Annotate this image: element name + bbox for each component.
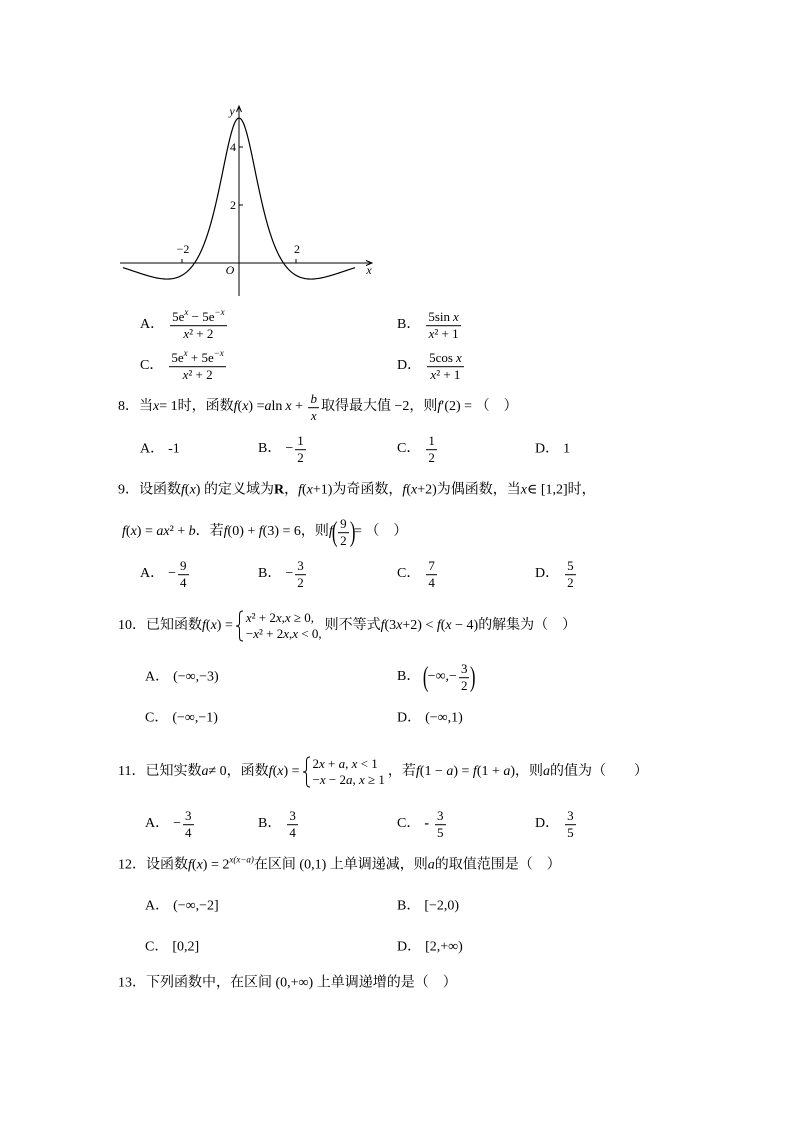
stem-text: (: [272, 763, 278, 779]
denominator: 2: [567, 575, 574, 591]
option-value: [−2,0): [424, 898, 460, 914]
math-var: x: [319, 772, 326, 787]
math-var: f: [268, 763, 273, 779]
math-var: x: [351, 756, 358, 772]
q13-stem: [118, 976, 457, 993]
math-var: x: [284, 610, 291, 626]
option-letter: A．: [140, 441, 165, 457]
option-letter: B．: [258, 566, 282, 582]
math-var: a: [503, 763, 511, 779]
option-letter: D．: [397, 358, 422, 374]
function-graph: [0, 0, 794, 310]
stem-text: 10．已知函数: [118, 617, 202, 633]
stem-text: ln: [271, 399, 283, 415]
option-letter: A．: [145, 669, 170, 685]
num-seg: 5e: [172, 309, 185, 325]
math-var: x: [245, 610, 252, 626]
math-var: f: [258, 524, 263, 540]
q11-stem: [118, 756, 648, 788]
stem-text: (: [191, 857, 197, 873]
denominator: [427, 367, 464, 383]
q8-option-a: [140, 442, 180, 459]
origin-label: O: [225, 263, 235, 277]
stem-text: ) =: [248, 399, 265, 415]
left-paren: (: [331, 517, 338, 548]
math-var: f: [328, 524, 333, 540]
option-value: (−∞,−2]: [173, 898, 219, 914]
case-seg: ,: [352, 772, 359, 787]
option-letter: A．: [140, 566, 165, 582]
den-seg: ² + 1: [436, 367, 461, 383]
q7-option-c: [140, 348, 228, 383]
denominator: 2: [297, 575, 304, 591]
stem-text: +: [291, 399, 307, 415]
stem-text: 13．下列函数中，在区间 (0,+∞) 上单调递增的是（ ）: [118, 975, 457, 991]
case-row: [313, 756, 385, 772]
math-var: x: [285, 399, 292, 415]
left-brace-icon: [235, 610, 244, 642]
math-var: x: [445, 617, 452, 633]
case-seg: ,: [345, 756, 352, 772]
stem-text: = 1时，函数: [159, 399, 234, 415]
y-tick-label: 2: [230, 198, 236, 212]
piecewise-definition: [235, 610, 322, 642]
denominator: [426, 326, 460, 342]
stem-text: ，若: [387, 763, 416, 779]
stem-text: 的取值范围是（ ）: [434, 857, 561, 873]
case-seg: ,: [288, 626, 293, 641]
q9-option-c: [397, 559, 439, 591]
option-sign: −: [285, 441, 294, 457]
option-value: [0,2]: [172, 939, 200, 955]
numerator: 3: [567, 808, 574, 824]
numerator: b: [310, 391, 317, 407]
option-letter: D．: [397, 939, 422, 955]
option-fraction: [565, 559, 576, 591]
y-tick-label: 4: [230, 140, 236, 154]
denominator: 2: [297, 450, 304, 466]
stem-text: 取得最大值 −2，则: [320, 399, 438, 415]
q10-option-d: [397, 711, 463, 728]
math-var: f: [181, 482, 185, 498]
stem-text: ) =: [216, 617, 233, 633]
case-seg: −: [312, 772, 320, 787]
q7-option-b: [397, 310, 463, 342]
math-var: f: [223, 524, 228, 540]
denominator: 4: [180, 575, 187, 591]
q10-stem: [118, 610, 576, 642]
x-tick-label: 2: [294, 242, 300, 256]
option-value: (−∞,−3): [173, 669, 219, 685]
left-brace-icon: [302, 756, 311, 788]
stem-text: 8．当: [118, 399, 153, 415]
stem-text: 9．设函数: [118, 482, 181, 498]
option-value: −∞,−: [427, 669, 457, 685]
math-var: x: [410, 482, 418, 498]
math-var: a: [543, 763, 551, 779]
option-letter: C．: [397, 816, 421, 832]
fraction: [308, 392, 319, 424]
stem-text: (: [184, 482, 190, 498]
q8-option-d: [535, 442, 570, 459]
option-fraction: [427, 351, 464, 383]
stem-text: (3: [384, 617, 397, 633]
option-value: [2,+∞): [425, 939, 463, 955]
q11-option-a: [145, 809, 196, 841]
exponent: x(x−a): [229, 854, 254, 865]
den-seg: ² + 2: [188, 367, 213, 383]
q8-stem: [118, 392, 518, 424]
case-seg: − 2: [325, 772, 346, 787]
case-row: [313, 772, 385, 788]
right-paren: ): [470, 662, 476, 693]
option-letter: C．: [145, 939, 169, 955]
q12-option-d: [397, 940, 463, 957]
exponent: −x: [213, 348, 224, 359]
stem-text: (: [406, 482, 411, 498]
case-seg: < 1: [357, 756, 378, 772]
stem-text: ) =: [453, 763, 473, 779]
num-seg: 5cos: [429, 350, 453, 366]
stem-text: (: [205, 617, 211, 633]
den-seg: ² + 2: [189, 326, 214, 342]
stem-text: 的值为（ ）: [550, 763, 649, 779]
stem-text: (: [440, 617, 446, 633]
option-fraction: [565, 809, 576, 841]
stem-text: +2) <: [402, 617, 437, 633]
denominator: 2: [428, 450, 435, 466]
math-var: x: [183, 326, 190, 342]
stem-text: ) =: [283, 763, 300, 779]
case-row: [246, 626, 322, 642]
q9-stem-line1: [118, 483, 596, 500]
case-seg: +: [324, 756, 339, 772]
option-fraction: [287, 809, 298, 841]
case-seg: −: [245, 626, 254, 641]
stem-text: ) =: [136, 524, 157, 540]
case-rows: [246, 610, 322, 641]
math-var: f: [380, 617, 385, 633]
stem-text: (3) = 6，则: [262, 524, 329, 540]
x-axis-label: x: [366, 263, 372, 277]
case-seg: ² + 2: [251, 610, 276, 626]
math-var: f: [436, 617, 441, 633]
option-letter: A．: [140, 317, 165, 333]
option-fraction: [426, 434, 437, 466]
option-letter: C．: [145, 710, 169, 726]
q12-option-c: [145, 940, 199, 957]
option-letter: D．: [397, 710, 422, 726]
option-sign: −: [285, 566, 294, 582]
stem-text: 12．设函数: [118, 857, 188, 873]
numerator: 3: [460, 661, 468, 677]
numerator: 3: [185, 808, 192, 824]
stem-text: ′(2) = （ ）: [441, 399, 518, 415]
option-fraction: [426, 559, 437, 591]
option-letter: A．: [145, 816, 170, 832]
numerator: 1: [428, 433, 435, 449]
option-letter: B．: [397, 898, 421, 914]
numerator: [169, 348, 225, 366]
math-var: x: [358, 772, 365, 787]
math-var: x: [453, 309, 459, 325]
denominator: 4: [289, 825, 296, 841]
math-var: f: [188, 857, 192, 873]
numerator: 1: [297, 433, 304, 449]
case-seg: ≥ 0,: [290, 610, 315, 626]
q9-option-a: [140, 559, 191, 591]
num-seg: − 5e: [188, 309, 215, 325]
math-var: a: [264, 399, 272, 415]
option-letter: B．: [397, 317, 421, 333]
denominator: [169, 367, 225, 383]
option-value: (−∞,1): [425, 710, 463, 726]
denominator: [170, 326, 226, 342]
math-var: f: [415, 763, 420, 779]
stem-text: ) 的定义域为: [195, 482, 274, 498]
math-var: a: [345, 772, 353, 787]
case-seg: < 0,: [298, 626, 322, 641]
math-var: x: [275, 610, 282, 626]
stem-text: )，则: [510, 763, 544, 779]
math-var: x: [242, 399, 249, 415]
option-fraction: [295, 434, 306, 466]
stem-text: (0) +: [227, 524, 259, 540]
math-var: x: [306, 482, 313, 498]
stem-text: 11．已知实数: [118, 763, 202, 779]
q9-stem-line2: [122, 517, 407, 549]
option-sign: −: [173, 816, 182, 832]
q12-option-b: [397, 899, 459, 916]
math-var: x: [277, 763, 284, 779]
numerator: 9: [180, 558, 187, 574]
case-seg: ² + 2: [258, 626, 284, 641]
stem-text: +1)为奇函数，: [312, 482, 403, 498]
numerator: 3: [437, 808, 444, 824]
option-letter: D．: [535, 566, 560, 582]
stem-text: ² +: [169, 524, 189, 540]
case-rows: [313, 756, 385, 787]
option-sign: −: [168, 566, 177, 582]
option-letter: B．: [397, 669, 421, 685]
case-seg: 2: [312, 756, 320, 772]
case-seg: ≥ 1: [364, 772, 385, 787]
option-sign: -: [424, 816, 430, 832]
q10-option-b: [397, 662, 475, 694]
math-var: f: [122, 524, 126, 540]
option-fraction: [435, 809, 446, 841]
num-seg: 5sin: [428, 309, 451, 325]
math-var: x: [292, 626, 299, 641]
option-letter: C．: [140, 358, 164, 374]
q11-option-c: [397, 809, 448, 841]
math-var: x: [189, 482, 196, 498]
stem-text: 的解集为（ ）: [478, 617, 577, 633]
stem-text: ) = 2: [202, 857, 230, 873]
math-var: x: [210, 617, 217, 633]
y-axis-label: y: [229, 104, 235, 118]
option-fraction: [178, 559, 189, 591]
num-seg: 5e: [171, 350, 184, 366]
math-var: x: [520, 482, 527, 498]
denominator: 2: [340, 533, 347, 549]
denominator: 5: [437, 825, 444, 841]
exponent: −x: [214, 307, 225, 318]
math-var: x: [253, 626, 259, 641]
numerator: 3: [289, 808, 296, 824]
stem-text: +2)为偶函数，当: [417, 482, 521, 498]
option-fraction: [183, 809, 194, 841]
math-var: a: [446, 763, 454, 779]
math-var: x: [153, 399, 160, 415]
math-set: R: [273, 482, 285, 498]
stem-text: = （ ）: [353, 524, 408, 540]
q11-option-b: [258, 809, 300, 841]
math-var: a: [427, 857, 435, 873]
denominator: 2: [460, 678, 468, 694]
den-seg: ² + 1: [434, 326, 459, 342]
denominator: 5: [567, 825, 574, 841]
stem-text: (1 −: [419, 763, 447, 779]
math-var: f: [472, 763, 477, 779]
math-var: x: [283, 626, 289, 641]
math-var: x: [428, 326, 435, 342]
case-row: [246, 610, 322, 626]
math-var: a: [338, 756, 346, 772]
left-paren: (: [423, 662, 429, 693]
math-var: x: [319, 756, 325, 772]
math-var: f: [202, 617, 206, 633]
option-fraction: [170, 307, 226, 342]
q9-option-d: [535, 559, 578, 591]
num-seg: + 5e: [187, 350, 214, 366]
option-letter: D．: [535, 441, 560, 457]
math-var: f: [233, 399, 238, 415]
stem-text: (: [237, 399, 243, 415]
option-value: 1: [563, 441, 571, 457]
option-value: -1: [168, 441, 180, 457]
option-letter: B．: [258, 816, 282, 832]
q11-option-d: [535, 809, 578, 841]
option-value: (−∞,−1): [172, 710, 218, 726]
stem-text: (: [125, 524, 131, 540]
q12-stem: [118, 854, 561, 875]
math-var: x: [430, 367, 437, 383]
stem-text: ∈ [1,2]时，: [526, 482, 596, 498]
q8-option-c: [397, 434, 439, 466]
numerator: [426, 310, 460, 325]
numerator: [170, 307, 226, 325]
math-var: f: [437, 399, 442, 415]
math-var: x: [130, 524, 137, 540]
exponent: x: [184, 307, 189, 318]
denominator: x: [308, 408, 319, 424]
q7-option-a: [140, 307, 229, 342]
denominator: 4: [428, 575, 435, 591]
x-tick-label: −2: [176, 242, 190, 256]
fraction: [338, 517, 349, 549]
option-letter: B．: [258, 441, 282, 457]
math-var: f: [402, 482, 407, 498]
q10-option-c: [145, 711, 218, 728]
numerator: [427, 351, 464, 366]
option-fraction: [295, 559, 306, 591]
math-var: b: [188, 524, 196, 540]
option-fraction: [169, 348, 225, 383]
math-var: x: [196, 857, 203, 873]
case-seg: ,: [281, 610, 285, 626]
math-var: a: [201, 763, 209, 779]
option-letter: D．: [535, 816, 560, 832]
stem-text: ．若: [195, 524, 224, 540]
math-var: x: [455, 350, 462, 366]
q10-option-a: [145, 670, 219, 687]
option-letter: C．: [397, 441, 421, 457]
q9-option-b: [258, 559, 308, 591]
denominator: 4: [185, 825, 192, 841]
option-fraction: [426, 310, 460, 342]
q8-option-b: [258, 434, 308, 466]
stem-text: 在区间 (0,1) 上单调递减，则: [253, 857, 428, 873]
numerator: 7: [428, 558, 435, 574]
numerator: 5: [567, 558, 574, 574]
stem-text: 则不等式: [324, 617, 381, 633]
stem-text: ，: [284, 482, 299, 498]
stem-text: (: [301, 482, 307, 498]
q7-option-d: [397, 351, 466, 383]
stem-text: (1 +: [476, 763, 504, 779]
math-var: f: [298, 482, 302, 498]
math-var: ax: [156, 524, 170, 540]
numerator: 9: [340, 516, 347, 532]
right-paren: ): [349, 517, 356, 548]
q12-option-a: [145, 899, 219, 916]
option-letter: C．: [397, 566, 421, 582]
math-var: x: [396, 617, 403, 633]
numerator: 3: [297, 558, 304, 574]
piecewise-definition: [302, 756, 385, 788]
stem-text: ≠ 0，函数: [208, 763, 269, 779]
option-letter: A．: [145, 898, 170, 914]
stem-text: − 4): [451, 617, 479, 633]
math-var: x: [182, 367, 189, 383]
exponent: x: [183, 348, 188, 359]
option-fraction: [459, 662, 470, 694]
